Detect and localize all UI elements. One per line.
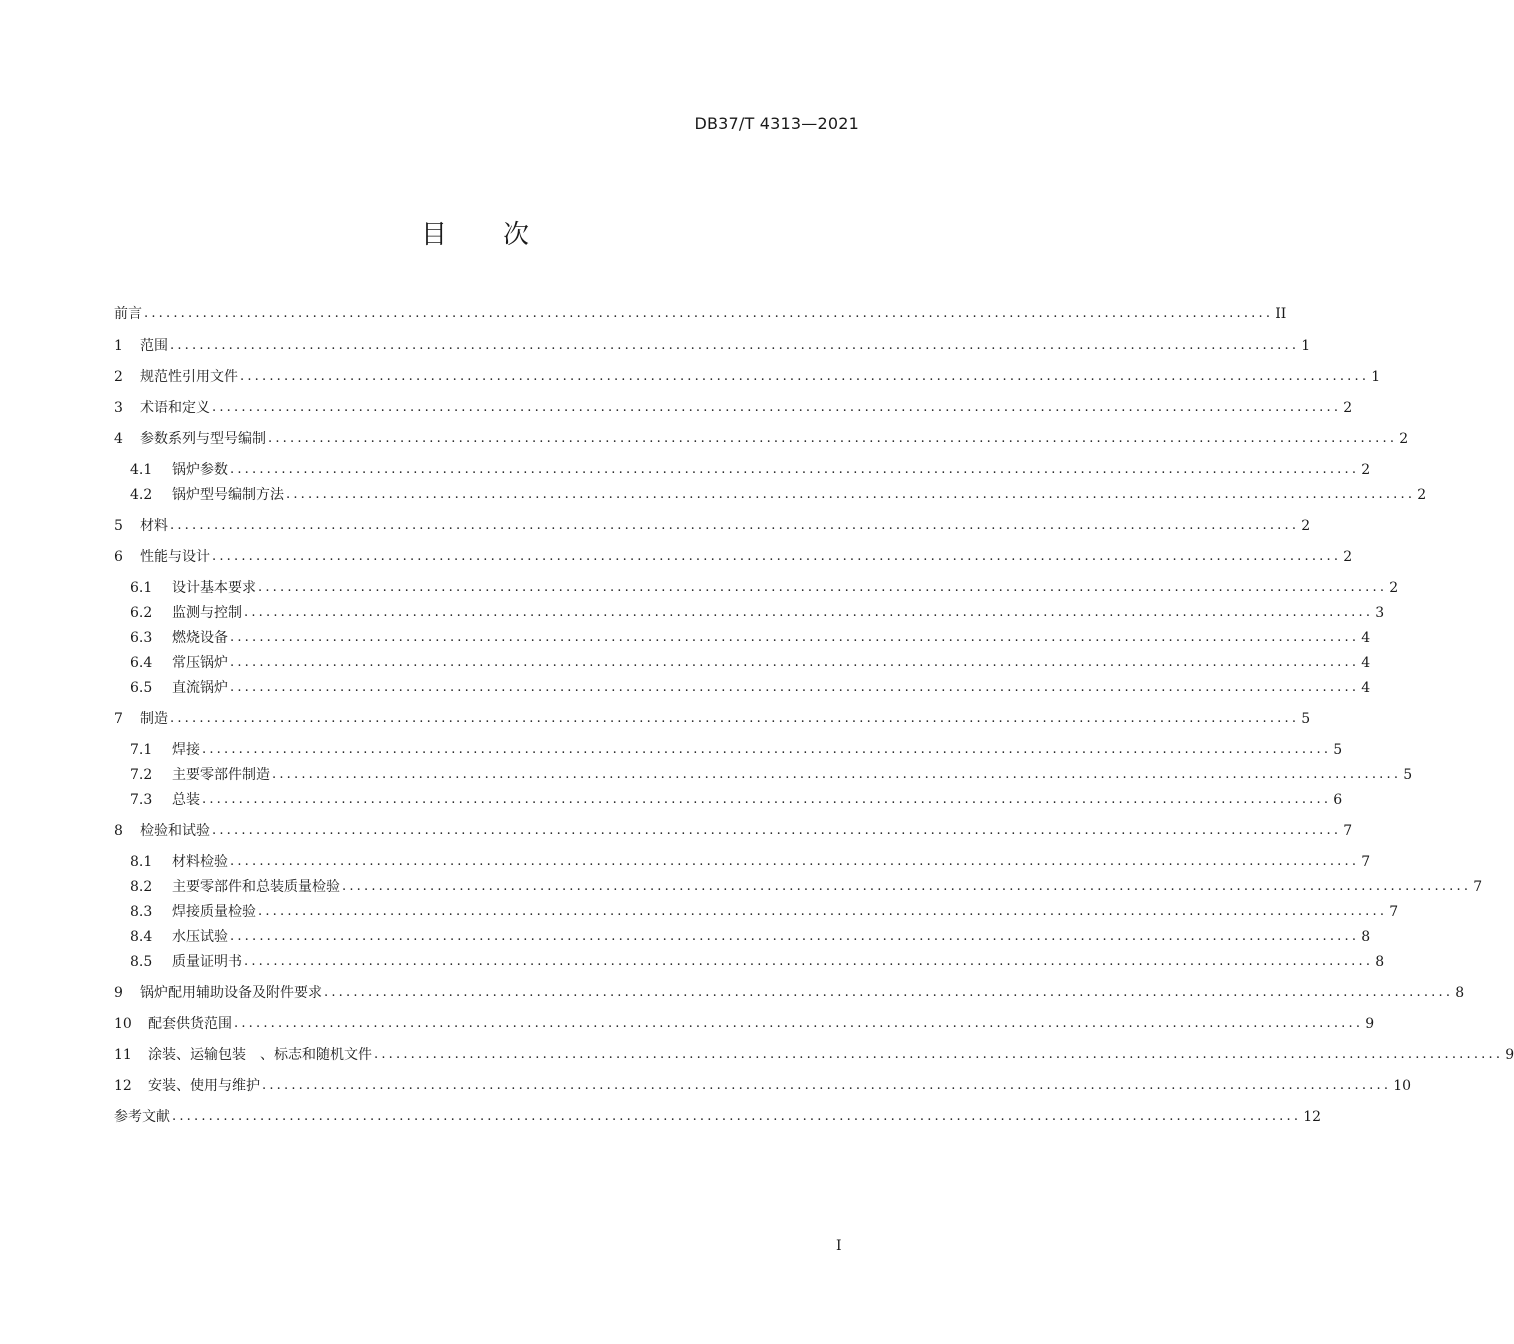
toc-leader: ..........................................................................................................................................................: [144, 306, 1274, 321]
toc-entry-8-2[interactable]: [130, 873, 1483, 897]
toc-entry-label: 设计基本要求: [172, 580, 256, 596]
toc-entry-6-2[interactable]: [130, 599, 1385, 623]
toc-entry-page: 5: [1301, 711, 1311, 727]
toc-entry-number: 4.1: [130, 462, 153, 478]
toc-entry-number: 5: [114, 518, 123, 534]
toc-entry-label: 规范性引用文件: [140, 369, 238, 385]
toc-entry-8[interactable]: [114, 817, 1353, 841]
toc-entry-page: 7: [1473, 879, 1483, 895]
toc-entry-2[interactable]: [114, 363, 1381, 387]
toc-leader: ..........................................................................................................................................................: [258, 580, 1388, 595]
toc-entry-page: 1: [1371, 369, 1381, 385]
toc-entry-number: 10: [114, 1016, 132, 1032]
toc-entry-label: 材料检验: [172, 854, 228, 870]
toc-leader: ..........................................................................................................................................................: [286, 487, 1416, 502]
toc-entry-number: 7.3: [130, 792, 153, 808]
toc-entry-number: 9: [114, 985, 123, 1001]
toc-leader: ..........................................................................................................................................................: [170, 518, 1300, 533]
toc-entry-label: 燃烧设备: [172, 630, 228, 646]
toc-entry-number: 7.1: [130, 742, 153, 758]
toc-entry-7[interactable]: [114, 705, 1311, 729]
toc-entry-label: 总装: [172, 792, 200, 808]
toc-entry-6-5[interactable]: [130, 674, 1371, 698]
toc-entry-page: 7: [1361, 854, 1371, 870]
toc-entry-3[interactable]: [114, 394, 1353, 418]
toc-entry-1[interactable]: [114, 332, 1311, 356]
toc-leader: ..........................................................................................................................................................: [212, 823, 1342, 838]
toc-leader: ..........................................................................................................................................................: [230, 929, 1360, 944]
toc-entry-number: 4: [114, 431, 123, 447]
toc-entry-foreword[interactable]: [114, 300, 1287, 324]
toc-leader: ..........................................................................................................................................................: [212, 400, 1342, 415]
toc-entry-number: 8.3: [130, 904, 153, 920]
toc-entry-page: 8: [1455, 985, 1465, 1001]
toc-leader: ..........................................................................................................................................................: [234, 1016, 1364, 1031]
toc-entry-label: 范围: [140, 338, 168, 354]
toc-entry-number: 6: [114, 549, 123, 565]
toc-leader: ..........................................................................................................................................................: [244, 954, 1374, 969]
toc-entry-page: 8: [1375, 954, 1385, 970]
toc-leader: ..........................................................................................................................................................: [230, 630, 1360, 645]
toc-entry-number: 4.2: [130, 487, 153, 503]
toc-entry-page: 6: [1333, 792, 1343, 808]
toc-entry-number: 12: [114, 1078, 132, 1094]
toc-entry-page: 10: [1393, 1078, 1412, 1094]
toc-leader: ..........................................................................................................................................................: [268, 431, 1398, 446]
toc-entry-page: 2: [1343, 549, 1353, 565]
toc-entry-number: 6.2: [130, 605, 153, 621]
toc-title-part1: 目: [420, 220, 447, 250]
toc-leader: ..........................................................................................................................................................: [202, 792, 1332, 807]
toc-entry-page: II: [1275, 306, 1287, 322]
toc-entry-label: 主要零部件制造: [172, 767, 270, 783]
toc-entry-label: 材料: [140, 518, 168, 534]
toc-entry-label: 监测与控制: [172, 605, 242, 621]
toc-entry-number: 11: [114, 1047, 132, 1063]
toc-entry-5[interactable]: [114, 512, 1311, 536]
toc-leader: ..........................................................................................................................................................: [170, 338, 1300, 353]
toc-entry-label: 前言: [114, 306, 142, 322]
toc-entry-number: 6.3: [130, 630, 153, 646]
toc-leader: ..........................................................................................................................................................: [230, 655, 1360, 670]
toc-entry-8-3[interactable]: [130, 898, 1399, 922]
toc-entry-8-4[interactable]: [130, 923, 1371, 947]
toc-entry-label: 锅炉参数: [172, 462, 228, 478]
toc-entry-12[interactable]: [114, 1072, 1412, 1096]
toc-entry-number: 8: [114, 823, 123, 839]
toc-leader: ..........................................................................................................................................................: [244, 605, 1374, 620]
toc-entry-number: 3: [114, 400, 123, 416]
toc-leader: ..........................................................................................................................................................: [212, 549, 1342, 564]
toc-entry-page: 3: [1375, 605, 1385, 621]
toc-entry-label: 术语和定义: [140, 400, 210, 416]
toc-entry-7-2[interactable]: [130, 761, 1413, 785]
toc-entry-page: 9: [1365, 1016, 1375, 1032]
page-number: I: [836, 1238, 842, 1254]
toc-leader: ..........................................................................................................................................................: [230, 854, 1360, 869]
toc-entry-number: 6.4: [130, 655, 153, 671]
toc-leader: ..........................................................................................................................................................: [230, 462, 1360, 477]
toc-entry-page: 4: [1361, 630, 1371, 646]
toc-entry-number: 6.5: [130, 680, 153, 696]
toc-entry-4-2[interactable]: [130, 481, 1427, 505]
toc-entry-9[interactable]: [114, 979, 1465, 1003]
toc-leader: ..........................................................................................................................................................: [262, 1078, 1392, 1093]
toc-leader: ..........................................................................................................................................................: [240, 369, 1370, 384]
toc-entry-page: 2: [1343, 400, 1353, 416]
toc-entry-number: 2: [114, 369, 123, 385]
toc-entry-label: 焊接质量检验: [172, 904, 256, 920]
toc-entry-4[interactable]: [114, 425, 1409, 449]
toc-entry-6-3[interactable]: [130, 624, 1371, 648]
toc-leader: ..........................................................................................................................................................: [374, 1047, 1504, 1062]
toc-entry-label: 涂装、运输包装 、标志和随机文件: [148, 1047, 372, 1063]
toc-entry-label: 配套供货范围: [148, 1016, 232, 1032]
toc-entry-6-4[interactable]: [130, 649, 1371, 673]
toc-entry-page: 4: [1361, 680, 1371, 696]
toc-entry-number: 1: [114, 338, 123, 354]
toc-entry-page: 9: [1505, 1047, 1514, 1063]
toc-entry-number: 7: [114, 711, 123, 727]
toc-entry-10[interactable]: [114, 1010, 1375, 1034]
toc-entry-page: 7: [1343, 823, 1353, 839]
toc-leader: ..........................................................................................................................................................: [202, 742, 1332, 757]
toc-entry-label: 性能与设计: [140, 549, 210, 565]
document-code: DB37/T 4313—2021: [694, 114, 859, 133]
toc-entry-number: 7.2: [130, 767, 153, 783]
toc-entry-page: 1: [1301, 338, 1311, 354]
toc-entry-label: 直流锅炉: [172, 680, 228, 696]
toc-leader: ..........................................................................................................................................................: [272, 767, 1402, 782]
toc-leader: ..........................................................................................................................................................: [324, 985, 1454, 1000]
toc-entry-page: 7: [1389, 904, 1399, 920]
toc-entry-number: 8.2: [130, 879, 153, 895]
toc-entry-6[interactable]: [114, 543, 1353, 567]
toc-entry-label: 水压试验: [172, 929, 228, 945]
toc-entry-page: 12: [1303, 1109, 1322, 1125]
toc-entry-page: 2: [1301, 518, 1311, 534]
toc-entry-11[interactable]: [114, 1041, 1514, 1065]
toc-entry-number: 8.4: [130, 929, 153, 945]
toc-entry-6-1[interactable]: [130, 574, 1399, 598]
toc-entry-page: 2: [1399, 431, 1409, 447]
toc-entry-number: 8.1: [130, 854, 153, 870]
toc-entry-number: 8.5: [130, 954, 153, 970]
toc-entry-label: 质量证明书: [172, 954, 242, 970]
toc-entry-references[interactable]: [114, 1103, 1322, 1127]
toc-entry-8-1[interactable]: [130, 848, 1371, 872]
toc-entry-label: 锅炉配用辅助设备及附件要求: [140, 985, 322, 1001]
toc-leader: ..........................................................................................................................................................: [342, 879, 1472, 894]
toc-entry-page: 2: [1361, 462, 1371, 478]
toc-entry-label: 安装、使用与维护: [148, 1078, 260, 1094]
toc-entry-label: 常压锅炉: [172, 655, 228, 671]
toc-entry-label: 主要零部件和总装质量检验: [172, 879, 340, 895]
toc-entry-label: 锅炉型号编制方法: [172, 487, 284, 503]
toc-title-part2: 次: [503, 220, 530, 250]
toc-leader: ..........................................................................................................................................................: [258, 904, 1388, 919]
toc-entry-label: 焊接: [172, 742, 200, 758]
toc-title: [0, 214, 950, 251]
toc-leader: ..........................................................................................................................................................: [172, 1109, 1302, 1124]
toc-entry-7-1[interactable]: [130, 736, 1343, 760]
toc-entry-4-1[interactable]: [130, 456, 1371, 480]
toc-entry-7-3[interactable]: [130, 786, 1343, 810]
toc-entry-label: 制造: [140, 711, 168, 727]
toc-entry-page: 5: [1403, 767, 1413, 783]
toc-entry-number: 6.1: [130, 580, 153, 596]
toc-leader: ..........................................................................................................................................................: [230, 680, 1360, 695]
toc-entry-page: 5: [1333, 742, 1343, 758]
toc-entry-label: 参数系列与型号编制: [140, 431, 266, 447]
toc-entry-page: 4: [1361, 655, 1371, 671]
toc-entry-8-5[interactable]: [130, 948, 1385, 972]
toc-entry-label: 检验和试验: [140, 823, 210, 839]
toc-entry-page: 8: [1361, 929, 1371, 945]
toc-leader: ..........................................................................................................................................................: [170, 711, 1300, 726]
toc-entry-page: 2: [1417, 487, 1427, 503]
toc-entry-page: 2: [1389, 580, 1399, 596]
toc-entry-label: 参考文献: [114, 1109, 170, 1125]
